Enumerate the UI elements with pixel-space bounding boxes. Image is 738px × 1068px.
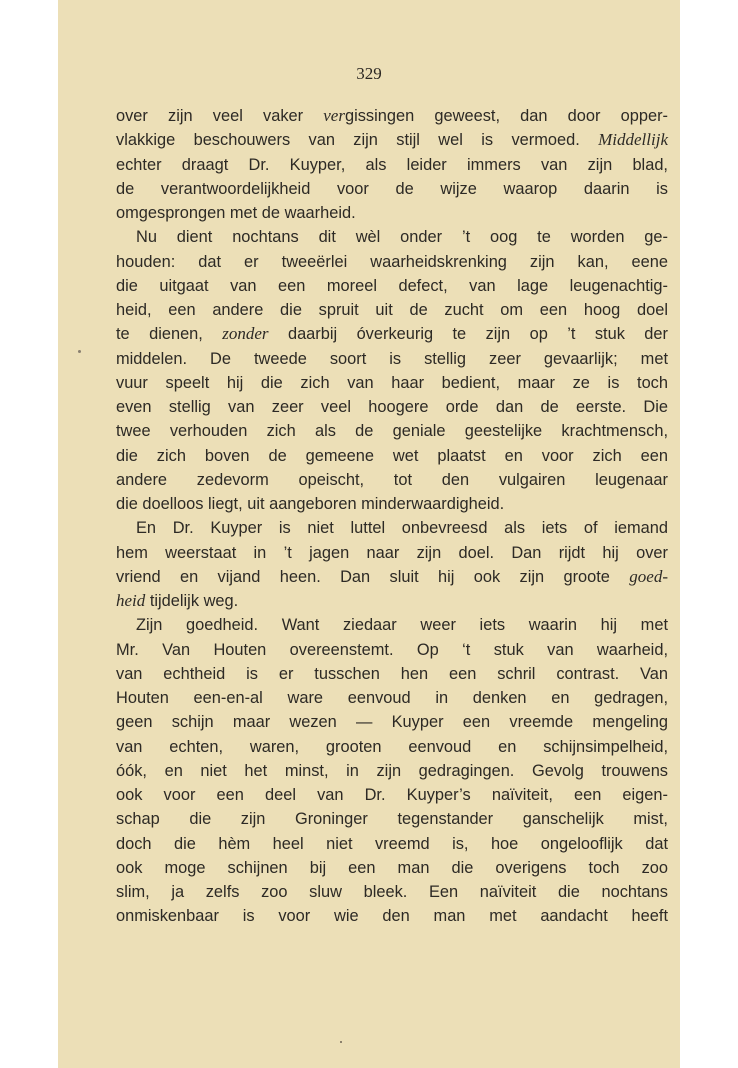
text-line — [116, 347, 668, 371]
text-line — [116, 104, 668, 128]
text-line — [116, 516, 668, 540]
text-line — [116, 856, 668, 880]
text-segment: middelen. De tweede soort is stellig zeer gevaarlijk; met — [116, 349, 668, 368]
text-line — [116, 492, 668, 516]
text-segment: even stellig van zeer veel hoogere orde dan de eerste. Die — [116, 398, 668, 416]
italic-text: heid — [116, 591, 146, 610]
text-line — [116, 201, 668, 225]
text-line — [116, 298, 668, 322]
text-line — [116, 541, 668, 565]
text-segment: óók, en niet het minst, in zijn gedragingen. Gevolg trouwens — [116, 761, 668, 780]
text-segment: doch die hèm heel niet vreemd is, hoe ongelooflijk dat — [116, 834, 668, 853]
text-line — [116, 783, 668, 807]
text-line — [116, 250, 668, 274]
book-page — [58, 0, 680, 1068]
text-segment: schap die zijn Groninger tegenstander ganschelijk mist, — [116, 810, 668, 829]
text-line — [116, 662, 668, 686]
text-segment: over zijn veel vaker — [116, 107, 324, 125]
text-segment: vuur speelt hij die zich van haar bedient, maar ze is toch — [116, 373, 668, 392]
italic-text: ver — [323, 106, 345, 125]
text-line — [116, 177, 668, 201]
text-line — [116, 589, 668, 613]
text-segment: die doelloos liegt, uit aangeboren minderwaardigheid. — [116, 495, 505, 513]
text-line — [116, 128, 668, 152]
text-segment: Mr. Van Houten overeenstemt. Op ‘t stuk van waarheid, — [116, 640, 668, 659]
text-line — [116, 153, 668, 177]
text-segment: omgesprongen met de waarheid. — [116, 204, 356, 222]
text-segment: Houten een-en-al ware eenvoud in denken en gedragen, — [116, 689, 668, 707]
text-line — [116, 274, 668, 298]
text-segment: tijdelijk weg. — [145, 592, 239, 610]
text-line — [116, 565, 668, 589]
text-segment: vriend en vijand heen. Dan sluit hij ook zijn groote — [116, 567, 630, 586]
text-segment: echter draagt Dr. Kuyper, als leider immers van zijn blad, — [116, 155, 668, 174]
text-segment: twee verhouden zich als de geniale geestelijke krachtmensch, — [116, 422, 668, 441]
text-segment: van echten, waren, grooten eenvoud en schijnsimpelheid, — [116, 737, 668, 756]
text-segment: de verantwoordelijkheid voor de wijze waarop daarin is — [116, 179, 668, 198]
body-text — [116, 104, 668, 929]
text-segment: andere zedevorm opeischt, tot den vulgairen leugenaar — [116, 470, 668, 489]
text-segment: vlakkige beschouwers van zijn stijl wel is vermoed. — [116, 131, 599, 150]
text-line — [116, 638, 668, 662]
text-segment: te dienen, — [116, 325, 223, 344]
text-line — [116, 419, 668, 443]
text-segment: daarbij óverkeurig te zijn op ’t stuk der — [268, 325, 668, 344]
text-line — [116, 759, 668, 783]
text-segment: geen schijn maar wezen — Kuyper een vreemde mengeling — [116, 713, 668, 732]
text-line — [116, 225, 668, 249]
text-segment: hem weerstaat in ’t jagen naar zijn doel. Dan rijdt hij over — [116, 543, 668, 562]
text-segment: van echtheid is er tusschen hen een schril contrast. Van — [116, 664, 668, 683]
text-line — [116, 710, 668, 734]
page-number: 329 — [356, 64, 382, 83]
margin-speck — [78, 350, 81, 353]
text-segment: die zich boven de gemeene wet plaatst en voor zich een — [116, 446, 668, 465]
text-segment: houden: dat er tweeërlei waarheidskrenking zijn kan, eene — [116, 252, 668, 271]
text-line — [116, 322, 668, 346]
text-segment: slim, ja zelfs zoo sluw bleek. Een naïviteit die nochtans — [116, 883, 668, 901]
italic-text: goed- — [629, 566, 668, 586]
text-segment: Zijn goedheid. Want ziedaar weer iets waarin hij met — [136, 616, 668, 635]
text-segment: die uitgaat van een moreel defect, van lage leugenachtig- — [116, 276, 668, 295]
text-line — [116, 371, 668, 395]
text-segment: En Dr. Kuyper is niet luttel onbevreesd als iets of iemand — [136, 519, 668, 538]
text-segment: ook voor een deel van Dr. Kuyper’s naïviteit, een eigen- — [116, 786, 668, 804]
italic-text: zonder — [222, 324, 269, 344]
text-segment: ook moge schijnen bij een man die overigens toch zoo — [116, 858, 668, 877]
text-line — [116, 832, 668, 856]
text-line — [116, 395, 668, 419]
text-line — [116, 735, 668, 759]
italic-text: Middellijk — [598, 130, 668, 150]
text-line — [116, 880, 668, 904]
text-line — [116, 807, 668, 831]
bottom-speck — [340, 1041, 342, 1043]
text-segment: gissingen geweest, dan door opper- — [344, 107, 668, 125]
text-segment: Nu dient nochtans dit wèl onder ’t oog te worden ge- — [136, 228, 668, 247]
text-segment: heid, een andere die spruit uit de zucht om een hoog doel — [116, 301, 668, 319]
text-line — [116, 686, 668, 710]
text-line — [116, 468, 668, 492]
text-segment: onmiskenbaar is voor wie den man met aandacht heeft — [116, 907, 668, 926]
text-line — [116, 444, 668, 468]
text-line — [116, 904, 668, 928]
text-line — [116, 613, 668, 637]
